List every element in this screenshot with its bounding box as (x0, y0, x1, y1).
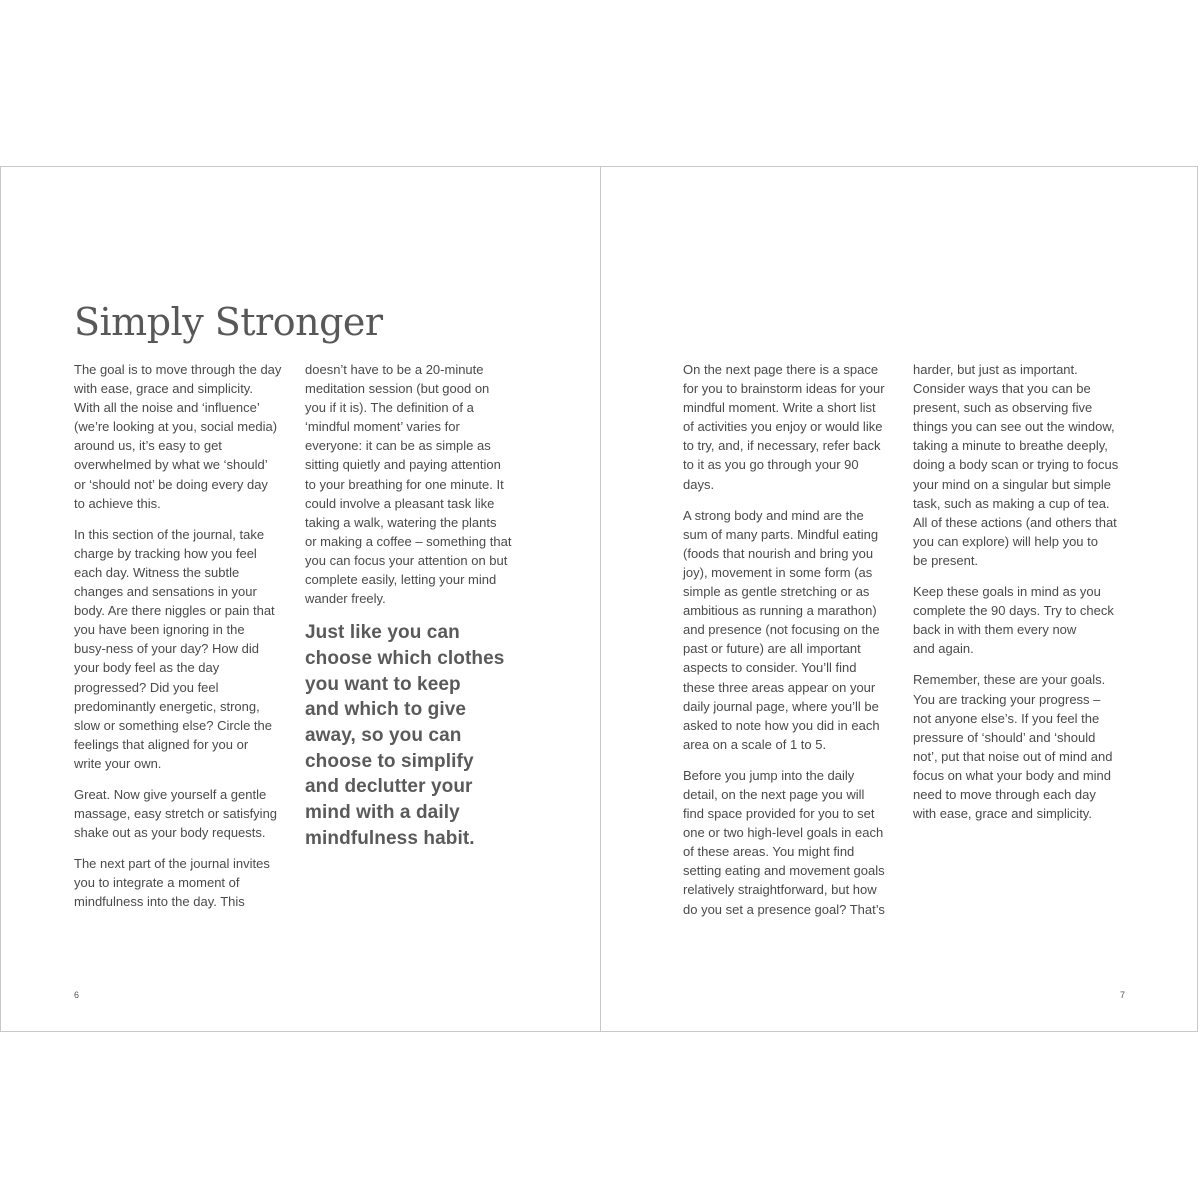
paragraph: Keep these goals in mind as you complete the 90 days. Try to check back in with them every now and again. (913, 584, 1114, 657)
paragraph: Great. Now give yourself a gentle massage, easy stretch or satisfying shake out as your body requests. (74, 786, 278, 841)
paragraph: On the next page there is a space for you to brainstorm ideas for your mindful moment. Write a short list of activities you enjoy or would like to try, and, if necessary, refer back to it as you go through your 90 days. (683, 362, 885, 492)
paragraph: A strong body and mind are the sum of many parts. Mindful eating (foods that nourish and bring you joy), movement in some form (as simple as gentle stretching or as ambitious as running a marathon) and presence (not focusing on the past or future) are all important aspects to consider. You’ll find these three areas appear on your daily journal page, where you’ll be asked to note how you did in each area on a scale of 1 to 5. (683, 507, 880, 752)
page-number-left: 6 (74, 990, 80, 1000)
right-page-column-1 (683, 360, 903, 931)
paragraph: harder, but just as important. Consider ways that you can be present, such as observing five things you can see out the window, taking a minute to breathe deeply, doing a body scan or trying to focus your mind on a singular but simple task, such as making a cup of tea. All of these actions (and others that you can explore) will help you to be present. (913, 362, 1119, 568)
right-page-column-2 (913, 360, 1135, 835)
page-title: Simply Stronger (74, 300, 383, 344)
page-spine (600, 166, 601, 1032)
paragraph: doesn’t have to be a 20-minute meditation session (but good on you if it is). The definition of a ‘mindful moment’ varies for everyone: it can be as simple as sitting quietly and paying attention to your breathing for one minute. It could involve a pleasant task like taking a walk, watering the plants or making a coffee – something that you can focus your attention on but complete easily, letting your mind wander freely. (305, 362, 512, 607)
pull-quote: Just like you can choose which clothes you want to keep and which to give away, so you can choose to simplify and declutter your mind with a daily mindfulness habit. (305, 622, 505, 849)
left-page-column-2 (305, 360, 525, 852)
page-number-right: 7 (1120, 990, 1126, 1000)
paragraph: The goal is to move through the day with ease, grace and simplicity. With all the noise and ‘influence’ (we’re looking at you, social media) around us, it’s easy to get overwhelmed by what we ‘should’ or ‘should not’ be doing every day to achieve this. (74, 362, 282, 511)
paragraph: Remember, these are your goals. You are tracking your progress – not anyone else’s. If you feel the pressure of ‘should’ and ‘should not’, put that noise out of mind and focus on what your body and mind need to move through each day with ease, grace and simplicity. (913, 672, 1113, 822)
paragraph: In this section of the journal, take charge by tracking how you feel each day. Witness the subtle changes and sensations in your body. Are there niggles or pain that you have been ignoring in the busy-ness of your day? How did your body feel as the day progressed? Did you feel predominantly energetic, strong, slow or something else? Circle the feelings that aligned for you or write your own. (74, 526, 275, 771)
paragraph: The next part of the journal invites you to integrate a moment of mindfulness into the day. This (74, 856, 270, 910)
left-page-column-1 (74, 360, 292, 924)
paragraph: Before you jump into the daily detail, on the next page you will find space provided for you to set one or two high-level goals in each of these areas. You might find setting eating and movement goals relatively straightforward, but how do you set a presence goal? That’s (683, 767, 885, 917)
